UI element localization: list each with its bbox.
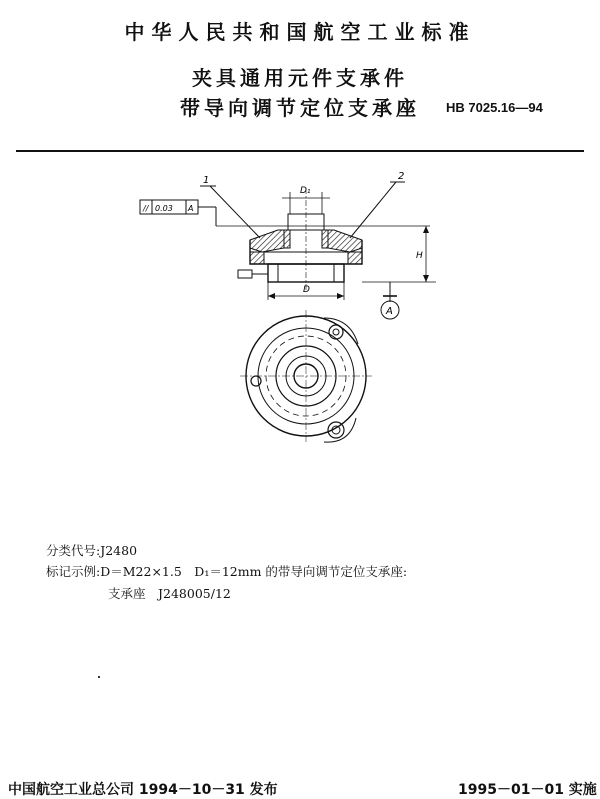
dim-d1-label: D₁ — [300, 186, 311, 196]
standard-number: HB 7025.16—94 — [446, 100, 543, 115]
stray-mark — [98, 676, 100, 678]
dim-d-label: D — [303, 285, 310, 295]
classification-code: 分类代号:J2480 — [46, 543, 138, 558]
dimension-d — [268, 282, 344, 300]
header-divider — [16, 150, 584, 152]
callout-1-label: 1 — [203, 175, 210, 186]
marking-example: 标记示例:D＝M22×1.5 D₁＝12mm 的带导向调节定位支承座: — [46, 564, 408, 579]
technical-drawing — [100, 168, 423, 468]
datum-a-marker — [381, 282, 399, 319]
datum-a-label: A — [386, 306, 393, 317]
tolerance-value: 0.03 — [155, 204, 173, 213]
callout-2-label: 2 — [398, 171, 405, 182]
organization-standard-header: 中华人民共和国航空工业标准 — [124, 20, 476, 44]
effective-date: 1995－01－01 实施 — [458, 782, 597, 798]
dim-h-label: H — [416, 251, 423, 261]
tolerance-datum: A — [188, 204, 194, 213]
plan-view — [240, 310, 372, 442]
dimension-h — [362, 226, 436, 282]
section-view — [216, 188, 430, 290]
callout-2 — [350, 171, 405, 238]
parallelism-symbol: // — [143, 204, 149, 213]
document-title-line1: 夹具通用元件支承件 — [192, 66, 408, 90]
tolerance-frame — [140, 200, 216, 226]
issue-date: 中国航空工业总公司 1994－10－31 发布 — [8, 782, 278, 798]
document-title-line2: 带导向调节定位支承座 — [180, 96, 420, 120]
marking-code: 支承座 J248005/12 — [108, 586, 231, 601]
